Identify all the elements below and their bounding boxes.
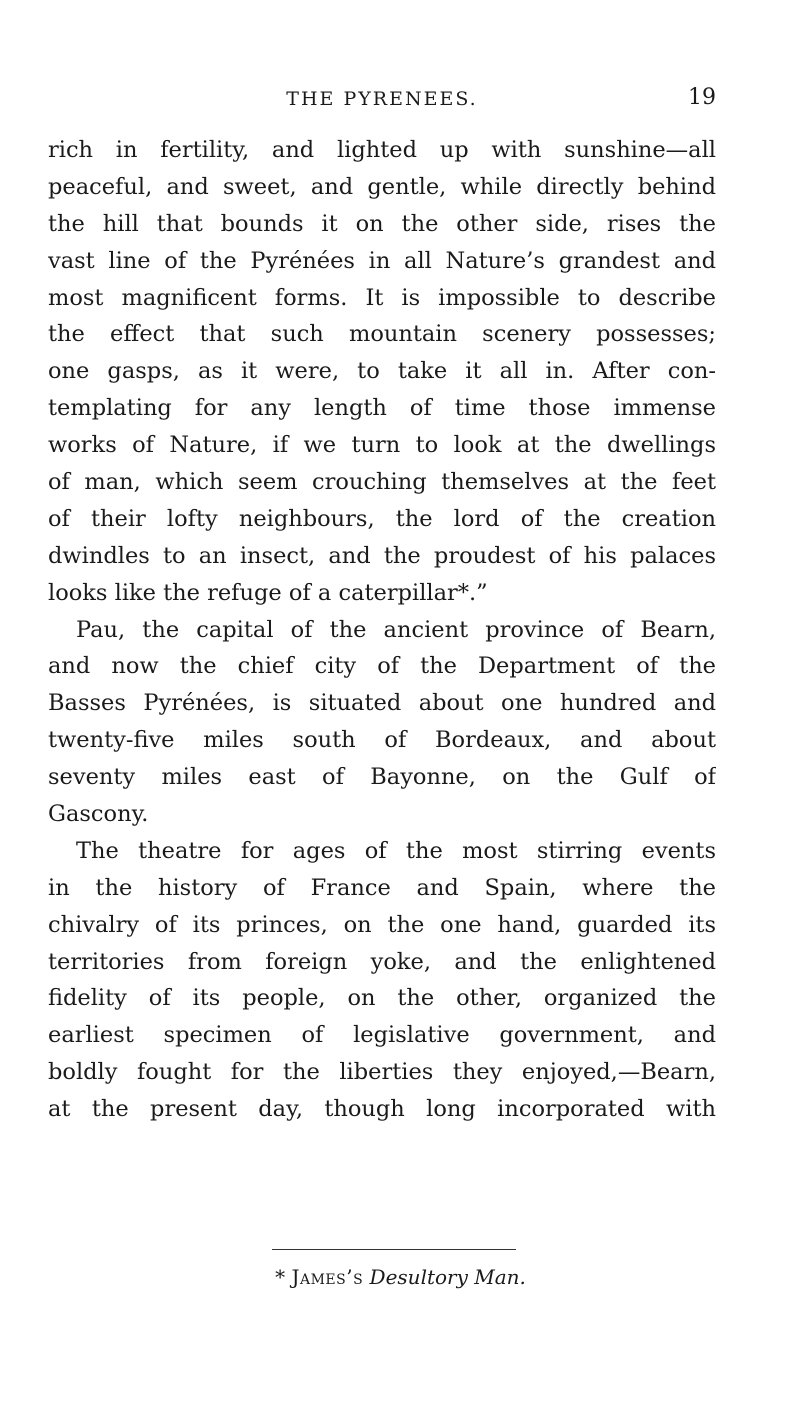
text-line: boldly fought for the liberties they enjoyed,—Bearn, — [48, 1059, 716, 1086]
text-line: the hill that bounds it on the other side, rises the — [48, 210, 716, 237]
body-text — [48, 132, 716, 1128]
text-line: works of Nature, if we turn to look at the dwellings — [48, 432, 716, 459]
paragraph-start: Pau, the capital of the ancient province of Bearn, — [76, 616, 716, 643]
footnote-work: Desultory Man. — [369, 1265, 526, 1289]
footnote — [0, 1263, 801, 1291]
text-line: looks like the refuge of a caterpillar*.” — [48, 579, 488, 606]
text-line: twenty-five miles south of Bordeaux, and about — [48, 727, 716, 754]
page-number: 19 — [688, 85, 716, 110]
text-line: rich in fertility, and lighted up with sunshine—all — [48, 137, 716, 163]
text-line: chivalry of its princes, on the one hand, guarded its — [48, 911, 716, 938]
text-line: one gasps, as it were, to take it all in. After con- — [48, 358, 716, 385]
footnote-marker: * — [275, 1265, 286, 1289]
text-line: of man, which seem crouching themselves at the feet — [48, 469, 716, 496]
text-line: of their lofty neighbours, the lord of the creation — [48, 505, 716, 532]
running-head — [48, 85, 716, 118]
text-line: Gascony. — [48, 801, 149, 828]
text-line: the effect that such mountain scenery possesses; — [48, 321, 716, 348]
text-line: dwindles to an insect, and the proudest of his palaces — [48, 542, 716, 569]
text-line: peaceful, and sweet, and gentle, while directly behind — [48, 173, 716, 200]
text-line: seventy miles east of Bayonne, on the Gulf of — [48, 764, 716, 791]
footnote-author: James’s — [291, 1265, 364, 1289]
text-line: territories from foreign yoke, and the enlightened — [48, 948, 716, 975]
text-line: most magnificent forms. It is impossible to describe — [48, 284, 716, 311]
text-line: at the present day, though long incorporated with — [48, 1096, 716, 1123]
text-line: earliest specimen of legislative government, and — [48, 1022, 716, 1049]
text-line: fidelity of its people, on the other, organized the — [48, 985, 716, 1012]
paragraph-start: The theatre for ages of the most stirring events — [76, 837, 716, 864]
text-line: in the history of France and Spain, where the — [48, 874, 716, 901]
text-line: vast line of the Pyrénées in all Nature’s grandest and — [48, 247, 716, 274]
text-line: and now the chief city of the Department of the — [48, 653, 716, 680]
footnote-divider — [272, 1249, 516, 1250]
text-line: Basses Pyrénées, is situated about one hundred and — [48, 690, 716, 717]
text-line: templating for any length of time those immense — [48, 395, 716, 422]
running-title: THE PYRENEES. — [286, 88, 478, 110]
